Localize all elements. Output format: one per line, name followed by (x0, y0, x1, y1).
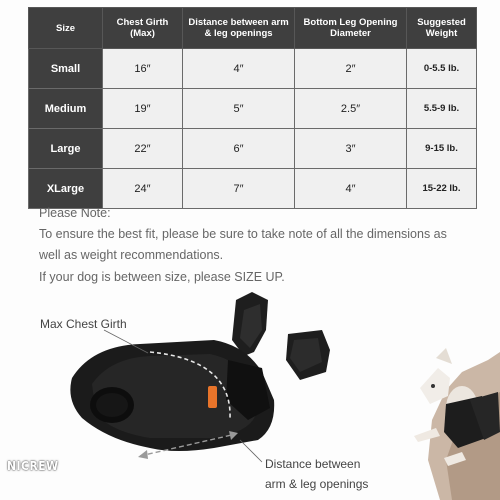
dog-in-carrier-photo (414, 348, 500, 500)
header-leg-opening: Bottom Leg Opening Diameter (295, 8, 407, 49)
weight-value: 15-22 lb. (407, 169, 477, 209)
note-title: Please Note: (39, 206, 111, 220)
distance-label-line-1: Distance between (265, 457, 361, 471)
leg-opening-value: 2.5″ (295, 89, 407, 129)
size-label: Large (29, 129, 103, 169)
size-label: Small (29, 49, 103, 89)
chest-girth-value: 19″ (103, 89, 183, 129)
leg-opening-value: 4″ (295, 169, 407, 209)
note-line-1: To ensure the best fit, please be sure to take note of all the dimensions as (39, 227, 447, 241)
brand-tag-icon (208, 386, 217, 408)
distance-value: 5″ (183, 89, 295, 129)
weight-value: 0-5.5 lb. (407, 49, 477, 89)
header-weight: Suggested Weight (407, 8, 477, 49)
header-chest-girth: Chest Girth (Max) (103, 8, 183, 49)
distance-value: 7″ (183, 169, 295, 209)
size-label: XLarge (29, 169, 103, 209)
weight-value: 5.5-9 lb. (407, 89, 477, 129)
distance-label-line-2: arm & leg openings (265, 477, 369, 491)
distance-value: 4″ (183, 49, 295, 89)
weight-value: 9-15 lb. (407, 129, 477, 169)
header-size: Size (29, 8, 103, 49)
brand-logo: NICREW (7, 459, 59, 473)
size-label: Medium (29, 89, 103, 129)
chest-girth-value: 24″ (103, 169, 183, 209)
header-distance: Distance between arm & leg openings (183, 8, 295, 49)
chest-girth-value: 16″ (103, 49, 183, 89)
chest-girth-value: 22″ (103, 129, 183, 169)
note-line-2: well as weight recommendations. (39, 248, 224, 262)
leg-opening-value: 2″ (295, 49, 407, 89)
leg-opening-value: 3″ (295, 129, 407, 169)
note-line-3: If your dog is between size, please SIZE UP. (39, 270, 285, 284)
distance-value: 6″ (183, 129, 295, 169)
max-chest-girth-label: Max Chest Girth (40, 317, 127, 331)
